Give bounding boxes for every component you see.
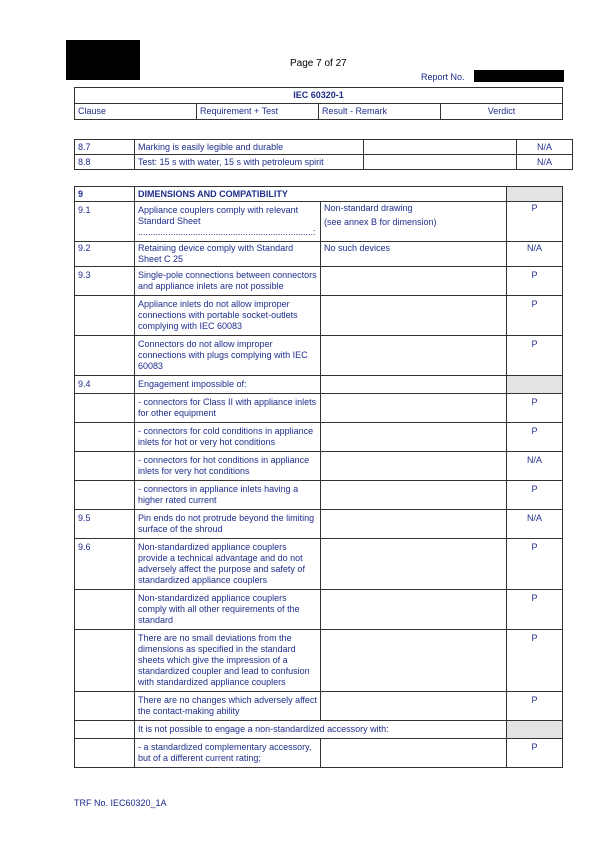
remark-cell [321,336,507,376]
verdict-cell: P [507,739,563,768]
requirement-cell: Marking is easily legible and durable [135,140,364,155]
remark-cell [321,481,507,510]
requirement-cell: Connectors do not allow improper connections with plugs complying with IEC 60083 [135,336,321,376]
requirement-cell: Test: 15 s with water, 15 s with petroleum spirit [135,155,364,170]
report-number-label: Report No. [421,72,465,82]
remark-cell [321,739,507,768]
standard-header-table [74,87,563,120]
table-row [75,510,563,539]
col-header-verdict: Verdict [441,104,563,120]
redacted-logo [66,40,140,80]
table-row [75,692,563,721]
section-title: DIMENSIONS AND COMPATIBILITY [135,187,507,202]
requirement-cell: Pin ends do not protrude beyond the limiting surface of the shroud [135,510,321,539]
remark-cell [321,590,507,630]
remark-cell [321,510,507,539]
col-header-requirement: Requirement + Test [197,104,319,120]
remark-cell [364,155,517,170]
table-row [75,423,563,452]
clause-cell [75,394,135,423]
table-row [75,140,573,155]
requirement-cell: Non-standardized appliance couplers provide a technical advantage and do not adversely affect the purpose and safety of standardized appliance couplers [135,539,321,590]
table-row [75,242,563,267]
clause-cell [75,721,135,739]
verdict-cell [507,376,563,394]
clause-cell: 9.4 [75,376,135,394]
verdict-cell [507,187,563,202]
remark-subtext: (see annex B for dimension) [324,217,437,227]
remark-cell [321,376,507,394]
remark-cell [321,423,507,452]
trf-footer: TRF No. IEC60320_1A [74,798,167,808]
table-row [75,376,563,394]
marking-table [74,139,573,170]
remark-text: Non-standard drawing [324,203,413,213]
dimensions-table [74,186,563,768]
remark-cell [321,630,507,692]
requirement-cell: - a standardized complementary accessory, but of a different current rating; [135,739,321,768]
table-row [75,394,563,423]
table-row [75,296,563,336]
col-header-remark: Result - Remark [319,104,441,120]
clause-cell: 9.6 [75,539,135,590]
requirement-cell: There are no small deviations from the dimensions as specified in the standard sheets which give the impression of a standardized coupler and lead to confusion with standardized appliance couplers [135,630,321,692]
remark-cell [321,296,507,336]
table-row [75,202,563,242]
requirement-cell: - connectors for Class II with appliance inlets for other equipment [135,394,321,423]
requirement-cell: - connectors for hot conditions in appliance inlets for very hot conditions [135,452,321,481]
verdict-cell: P [507,267,563,296]
table-row [75,739,563,768]
col-header-clause: Clause [75,104,197,120]
verdict-cell: P [507,394,563,423]
requirement-cell: Non-standardized appliance couplers comply with all other requirements of the standard [135,590,321,630]
remark-cell [321,539,507,590]
clause-cell [75,423,135,452]
requirement-cell: Retaining device comply with Standard Sheet C 25 [135,242,321,267]
remark-cell [364,140,517,155]
requirement-cell: Engagement impossible of: [135,376,321,394]
standard-name: IEC 60320-1 [75,88,563,104]
remark-cell [321,452,507,481]
remark-cell [321,692,507,721]
remark-cell: No such devices [321,242,507,267]
page-number: Page 7 of 27 [290,58,347,69]
clause-cell [75,336,135,376]
verdict-cell: P [507,481,563,510]
verdict-cell: N/A [507,452,563,481]
requirement-cell: Single-pole connections between connectors and appliance inlets are not possible [135,267,321,296]
verdict-cell: P [507,539,563,590]
section-number: 9 [75,187,135,202]
table-row [75,481,563,510]
table-row [75,155,573,170]
clause-cell: 9.2 [75,242,135,267]
section-header-row [75,187,563,202]
verdict-cell: P [507,202,563,242]
redacted-report-number [474,70,564,82]
verdict-cell: P [507,692,563,721]
requirement-cell: Appliance couplers comply with relevant Standard Sheet ......................................................................: [135,202,321,242]
requirement-cell: There are no changes which adversely affect the contact-making ability [135,692,321,721]
remark-cell [321,267,507,296]
verdict-cell: P [507,590,563,630]
verdict-cell: P [507,423,563,452]
requirement-cell: - connectors for cold conditions in appliance inlets for hot or very hot conditions [135,423,321,452]
verdict-cell: N/A [507,510,563,539]
requirement-cell: It is not possible to engage a non-standardized accessory with: [135,721,507,739]
verdict-cell: N/A [517,155,573,170]
clause-cell [75,481,135,510]
clause-cell [75,630,135,692]
remark-cell [321,394,507,423]
table-row [75,590,563,630]
remark-cell [321,202,507,242]
verdict-cell: N/A [517,140,573,155]
verdict-cell: P [507,630,563,692]
clause-cell [75,590,135,630]
table-row [75,336,563,376]
requirement-cell: - connectors in appliance inlets having a higher rated current [135,481,321,510]
clause-cell [75,452,135,481]
verdict-cell: P [507,296,563,336]
verdict-cell [507,721,563,739]
clause-cell [75,739,135,768]
verdict-cell: P [507,336,563,376]
clause-cell [75,692,135,721]
requirement-cell: Appliance inlets do not allow improper connections with portable socket-outlets complying with IEC 60083 [135,296,321,336]
table-row [75,452,563,481]
clause-cell [75,296,135,336]
table-row [75,539,563,590]
table-row [75,630,563,692]
table-row [75,267,563,296]
clause-cell: 9.5 [75,510,135,539]
clause-cell: 9.1 [75,202,135,242]
clause-cell: 9.3 [75,267,135,296]
table-row [75,721,563,739]
verdict-cell: N/A [507,242,563,267]
clause-cell: 8.8 [75,155,135,170]
clause-cell: 8.7 [75,140,135,155]
